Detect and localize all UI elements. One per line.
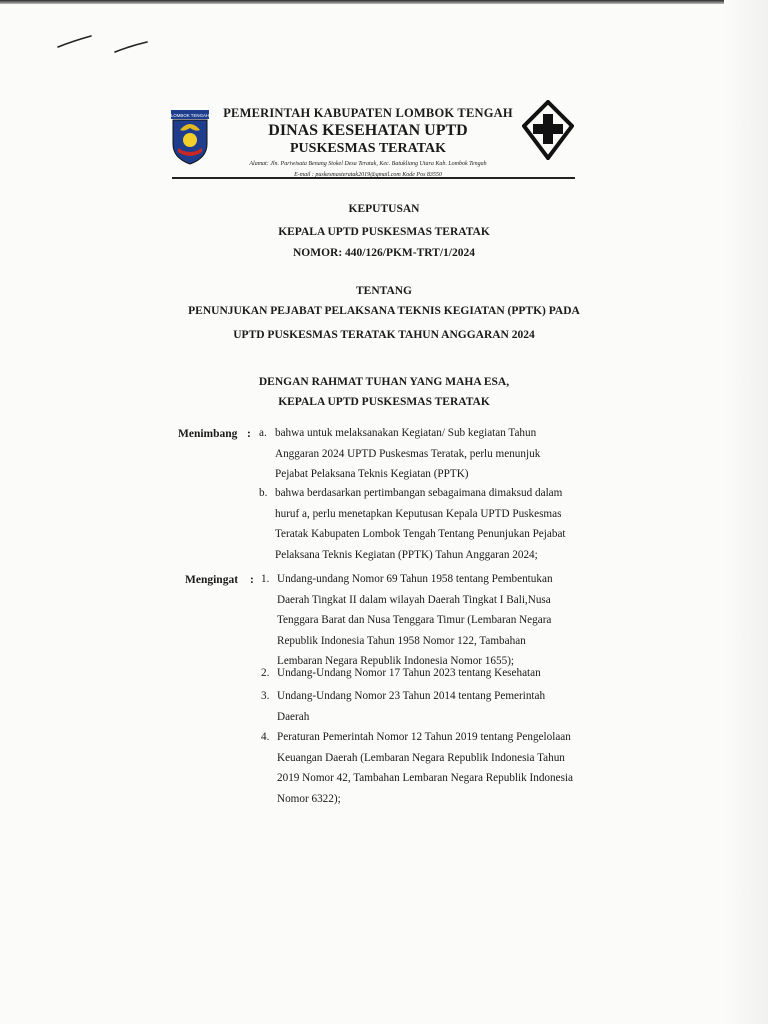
agency-name: DINAS KESEHATAN UPTD [268, 122, 468, 139]
text-line: Pelaksana Teknis Kegiatan (PPTK) Tahun Anggaran 2024; [275, 548, 538, 561]
lombok-tengah-emblem-icon [170, 110, 210, 166]
about-label: TENTANG [355, 285, 413, 297]
text-line: 2019 Nomor 42, Tambahan Lembaran Negara Republik Indonesia [277, 772, 574, 784]
scan-page-edge [724, 0, 768, 1024]
text-line: Daerah Tingkat II dalam wilayah Daerah Tingkat I Bali,Nusa [277, 593, 551, 606]
item-text [275, 483, 593, 565]
item-marker: 2. [261, 667, 270, 679]
mengingat-label: Mengingat [185, 574, 239, 586]
unit-name: PUSKESMAS TERATAK [290, 141, 446, 156]
text-line: Nomor 6322); [277, 792, 341, 805]
text-line: Lembaran Negara Republik Indonesia Nomor 1655); [277, 655, 515, 667]
text-line: Keuangan Daerah (Lembaran Negara Republik Indonesia Tahun [277, 751, 565, 764]
text-line: bahwa untuk melaksanakan Kegiatan/ Sub kegiatan Tahun [275, 427, 537, 439]
item-marker: 1. [261, 573, 270, 585]
address-line: Alamat: Jln. Pariwisata Benang Stokel Desa Teratak, Kec. Batukliang Utara Kab. Lombok Tengah [249, 161, 487, 167]
blessing-line-2: KEPALA UPTD PUSKESMAS TERATAK [278, 396, 490, 408]
health-cross-logo-icon [522, 100, 574, 160]
item-text [275, 423, 593, 485]
about-line-1: PENUNJUKAN PEJABAT PELAKSANA TEKNIS KEGIATAN (PPTK) PADA [188, 305, 580, 317]
item-text [277, 569, 597, 672]
menimbang-label: Menimbang [178, 428, 238, 440]
email-line: E-mail : puskesmasteratak2019@gmail.com Kode Pos 83550 [294, 172, 442, 178]
text-line: Anggaran 2024 UPTD Puskesmas Teratak, perlu menunjuk [275, 447, 541, 460]
text-line: Pejabat Pelaksana Teknis Kegiatan (PPTK) [275, 468, 469, 480]
emblem-caption: LOMBOK TENGAH [170, 113, 210, 118]
government-name: PEMERINTAH KABUPATEN LOMBOK TENGAH [223, 106, 513, 120]
text-line: Tenggara Barat dan Nusa Tenggara Timur (Lembaran Negara [277, 614, 552, 626]
text-line: Teratak Kabupaten Lombok Tengah Tentang Penunjukan Pejabat [275, 528, 566, 540]
mengingat-colon: : [250, 574, 254, 586]
item-marker: 3. [261, 690, 270, 702]
text-line: Daerah [277, 710, 310, 723]
text-line: Undang-undang Nomor 69 Tahun 1958 tentang Pembentukan [277, 573, 553, 585]
text-line: Undang-Undang Nomor 23 Tahun 2014 tentang Pemerintah [277, 690, 546, 702]
decree-title: KEPUTUSAN [348, 203, 420, 215]
text-line: Republik Indonesia Tahun 1958 Nomor 122, Tambahan [277, 634, 526, 647]
item-marker: 4. [261, 731, 270, 743]
item-text [277, 727, 597, 809]
letterhead-text [218, 106, 518, 179]
text-line: huruf a, perlu menetapkan Keputusan Kepala UPTD Puskesmas [275, 507, 562, 520]
item-marker: b. [259, 487, 268, 499]
decree-issuer: KEPALA UPTD PUSKESMAS TERATAK [278, 226, 490, 238]
letterhead-divider [172, 177, 575, 179]
item-marker: a. [259, 427, 267, 439]
pen-scribble-mark [55, 30, 165, 60]
text-line: Peraturan Pemerintah Nomor 12 Tahun 2019 tentang Pengelolaan [277, 731, 571, 743]
about-line-2: UPTD PUSKESMAS TERATAK TAHUN ANGGARAN 2024 [233, 329, 535, 341]
blessing-line-1: DENGAN RAHMAT TUHAN YANG MAHA ESA, [258, 376, 510, 388]
text-line: Undang-Undang Nomor 17 Tahun 2023 tentang Kesehatan [277, 667, 541, 679]
text-line: bahwa berdasarkan pertimbangan sebagaimana dimaksud dalam [275, 487, 563, 499]
item-text [277, 663, 597, 684]
menimbang-colon: : [247, 428, 251, 440]
item-text [277, 686, 597, 727]
decree-number: NOMOR: 440/126/PKM-TRT/1/2024 [293, 247, 475, 259]
scan-top-edge [0, 0, 768, 4]
